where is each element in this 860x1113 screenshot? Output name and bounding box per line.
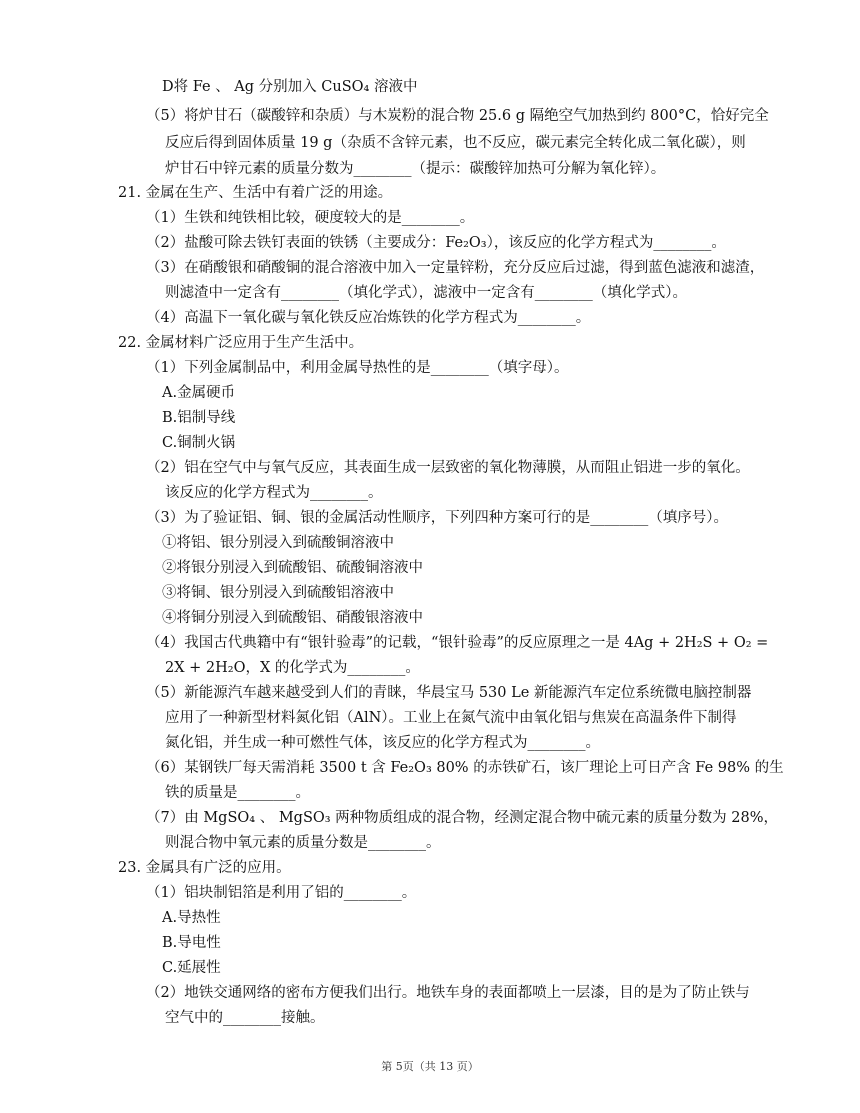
q23-2-line-2: 空气中的________接触。 bbox=[165, 1010, 325, 1026]
q21-3-line-1: （3）在硝酸银和硝酸铜的混合溶液中加入一定量锌粉，充分反应后过滤，得到蓝色滤液和滤渣， bbox=[146, 260, 765, 276]
q23-1-option-a: A.导热性 bbox=[162, 910, 221, 926]
q21-3-line-2: 则滤渣中一定含有________（填化学式），滤液中一定含有________（填化学式）。 bbox=[165, 285, 687, 301]
q23-2-line-1: （2）地铁交通网络的密布方便我们出行。地铁车身的表面都喷上一层漆，目的是为了防止铁与 bbox=[146, 985, 750, 1001]
q22-3-option-2: ②将银分别浸入到硫酸铝、硫酸铜溶液中 bbox=[162, 560, 423, 576]
q22-5-line-2: 应用了一种新型材料氮化铝（AlN）。工业上在氮气流中由氧化铝与焦炭在高温条件下制得 bbox=[165, 710, 737, 726]
q22-3-option-4: ④将铜分别浸入到硫酸铝、硝酸银溶液中 bbox=[162, 610, 423, 626]
q22-2-line-1: （2）铝在空气中与氧气反应，其表面生成一层致密的氧化物薄膜，从而阻止铝进一步的氧化。 bbox=[146, 460, 750, 476]
q22-6-line-1: （6）某钢铁厂每天需消耗 3500 t 含 Fe₂O₃ 80% 的赤铁矿石，该厂理论上可日产含 Fe 98% 的生 bbox=[146, 760, 784, 776]
q22-5-line-1: （5）新能源汽车越来越受到人们的青睐，华晨宝马 530 Le 新能源汽车定位系统微电脑控制器 bbox=[146, 685, 752, 701]
q21-2: （2）盐酸可除去铁钉表面的铁锈（主要成分：Fe₂O₃），该反应的化学方程式为________。 bbox=[146, 235, 726, 251]
question-22-heading: 22. 金属材料广泛应用于生产生活中。 bbox=[118, 335, 364, 351]
option-d: D将 Fe 、 Ag 分别加入 CuSO₄ 溶液中 bbox=[162, 79, 418, 95]
q20-5-line-1: （5）将炉甘石（碳酸锌和杂质）与木炭粉的混合物 25.6 g 隔绝空气加热到约 800°C，恰好完全 bbox=[146, 108, 769, 124]
q22-6-line-2: 铁的质量是________。 bbox=[165, 785, 310, 801]
q22-1-option-b: B.铝制导线 bbox=[162, 410, 236, 426]
question-21-heading: 21. 金属在生产、生活中有着广泛的用途。 bbox=[118, 185, 393, 201]
question-23-heading: 23. 金属具有广泛的应用。 bbox=[118, 860, 291, 876]
q22-1: （1）下列金属制品中，利用金属导热性的是________（填字母）。 bbox=[146, 360, 569, 376]
q22-3: （3）为了验证铝、铜、银的金属活动性顺序，下列四种方案可行的是________（填序号）。 bbox=[146, 510, 728, 526]
q22-2-line-2: 该反应的化学方程式为________。 bbox=[165, 485, 383, 501]
q22-3-option-3: ③将铜、银分别浸入到硫酸铝溶液中 bbox=[162, 585, 394, 601]
q23-1: （1）铝块制铝箔是利用了铝的________。 bbox=[146, 885, 417, 901]
q22-1-option-a: A.金属硬币 bbox=[162, 385, 236, 401]
q22-7-line-1: （7）由 MgSO₄ 、 MgSO₃ 两种物质组成的混合物，经测定混合物中硫元素的质量分数为 28%， bbox=[146, 810, 779, 826]
q22-7-line-2: 则混合物中氧元素的质量分数是________。 bbox=[165, 835, 441, 851]
q23-1-option-b: B.导电性 bbox=[162, 935, 221, 951]
page-footer: 第 5页（共 13 页） bbox=[381, 1060, 479, 1073]
q22-4-line-2: 2X + 2H₂O，X 的化学式为________。 bbox=[165, 660, 420, 676]
q20-5-line-3: 炉甘石中锌元素的质量分数为________（提示：碳酸锌加热可分解为氧化锌）。 bbox=[165, 161, 666, 177]
q22-1-option-c: C.铜制火锅 bbox=[162, 435, 236, 451]
q23-1-option-c: C.延展性 bbox=[162, 960, 221, 976]
q22-5-line-3: 氮化铝，并生成一种可燃性气体，该反应的化学方程式为________。 bbox=[165, 735, 600, 751]
q20-5-line-2: 反应后得到固体质量 19 g（杂质不含锌元素，也不反应，碳元素完全转化成二氧化碳），则 bbox=[165, 135, 746, 151]
q21-1: （1）生铁和纯铁相比较，硬度较大的是________。 bbox=[146, 210, 475, 226]
q22-3-option-1: ①将铝、银分别浸入到硫酸铜溶液中 bbox=[162, 535, 394, 551]
q21-4: （4）高温下一氧化碳与氧化铁反应冶炼铁的化学方程式为________。 bbox=[146, 310, 591, 326]
q22-4-line-1: （4）我国古代典籍中有“银针验毒”的记载，“银针验毒”的反应原理之一是 4Ag + 2H₂S + O₂ = bbox=[146, 635, 769, 651]
